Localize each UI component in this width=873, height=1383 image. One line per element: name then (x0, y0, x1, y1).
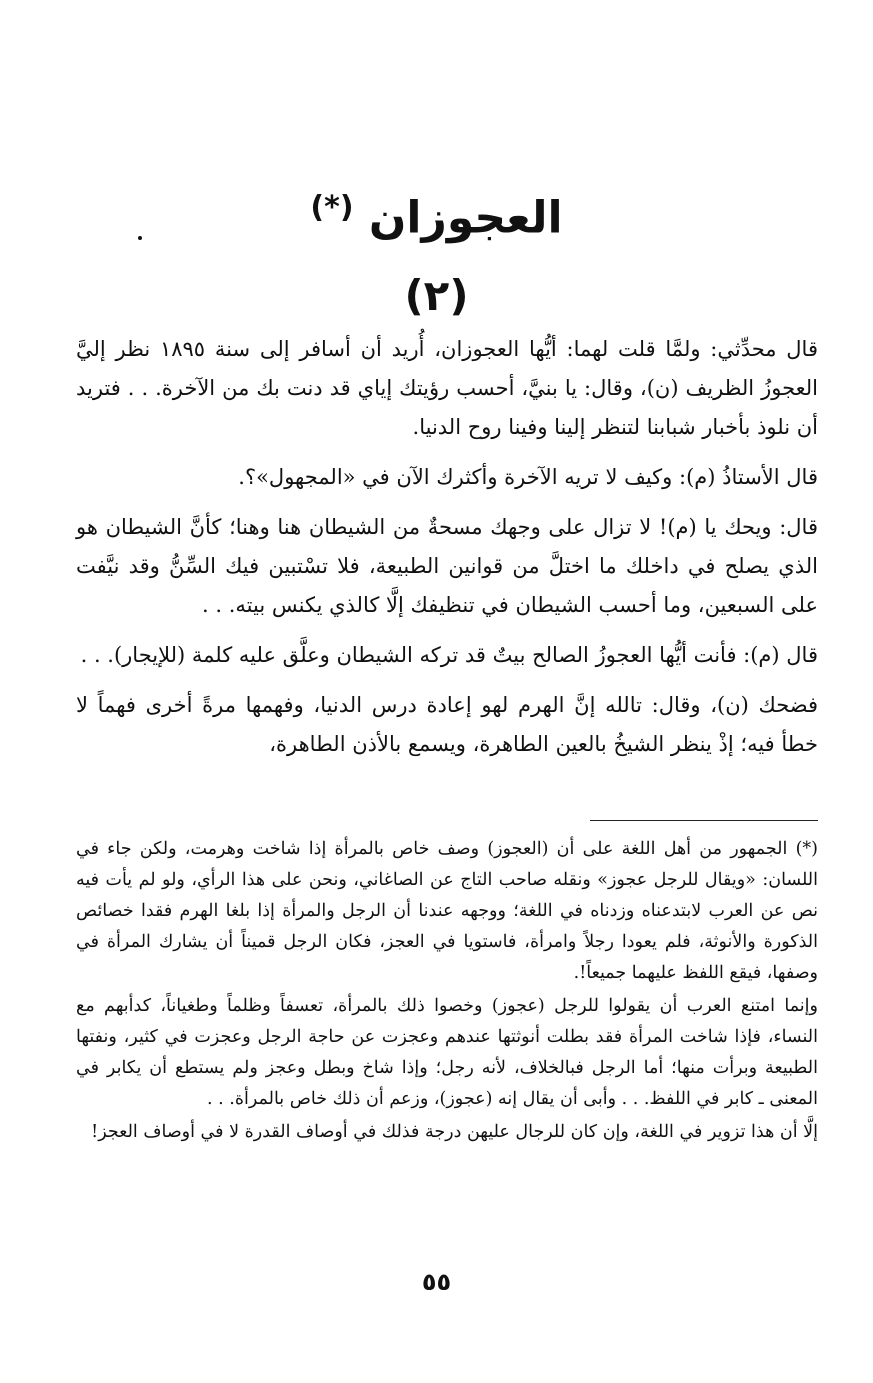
ink-dot (138, 236, 142, 240)
footnote-paragraph: إلَّا أن هذا تزوير في اللغة، وإن كان للرجال عليهن درجة فذلك في أوصاف القدرة لا في أوصاف العجز! (91, 1122, 818, 1142)
footnote-divider (590, 820, 818, 821)
footnote-paragraph: وإنما امتنع العرب أن يقولوا للرجل (عجوز) وخصوا ذلك بالمرأة، تعسفاً وظلماً وطغياناً، كدأبهم مع النساء، فإذا شاخت المرأة فقد بطلت أنوثتها عندهم وعجزت عن حاجة الرجل وعجزت في كثير، ونفتها الطبيعة وبرأت منها؛ أما الرجل فبالخلاف، لأنه رجل؛ وإذا شاخ وبطل وعجز ولم يستطع أن يكابر في المعنى ـ كابر في اللفظ. . . وأبى أن يقال إنه (عجوز)، وزعم أن ذلك خاص بالمرأة. . . (76, 996, 818, 1109)
main-text (76, 330, 818, 775)
paragraph: قال (م): فأنت أيُّها العجوزُ الصالح بيتٌ قد تركه الشيطان وعلَّق عليه كلمة (للإيجار). . . (80, 643, 818, 667)
paragraph: قال محدِّثي: ولمَّا قلت لهما: أيُّها العجوزان، أُريد أن أسافر إلى سنة ١٨٩٥ نظر إليَّ العجوزُ الظريف (ن)، وقال: يا بنيَّ، أحسب رؤيتك إياي قد دنت بك من الآخرة. . . فتريد أن نلوذ بأخبار شبابنا لتنظر إلينا وفينا روح الدنيا. (76, 337, 818, 439)
paragraph: قال: ويحك يا (م)! لا تزال على وجهك مسحةٌ من الشيطان هنا وهنا؛ كأنَّ الشيطان هو الذي يصلح في داخلك ما اختلَّ من قوانين الطبيعة، فلا تسْتبين فيك السِّنُّ وقد نيَّفت على السبعين، وما أحسب الشيطان في تنظيفك إلَّا كالذي يكنس بيته. . . (76, 515, 818, 617)
paragraph: فضحك (ن)، وقال: تالله إنَّ الهرم لهو إعادة درس الدنيا، وفهمها مرةً أخرى فهماً لا خطأ فيه؛ إذْ ينظر الشيخُ بالعين الطاهرة، ويسمع بالأذن الطاهرة، (76, 693, 818, 756)
footnote-marker: (*) (310, 190, 354, 225)
footnote-paragraph: (*) الجمهور من أهل اللغة على أن (العجوز) وصف خاص بالمرأة إذا شاخت وهرمت، ولكن جاء في اللسان: «ويقال للرجل عجوز» ونقله صاحب التاج عن الصاغاني، ونحن على هذا الرأي، ولو لم يأت فيه نص عن العرب لابتدعناه وزدناه في اللغة؛ ووجهه عندنا أن الرجل والمرأة إذا بلغا الهرم فقدا خصائص الذكورة والأنوثة، فلم يعودا رجلاً وامرأة، فاستويا في العجز، فكان الرجل قميناً أن يشارك المرأة في وصفها، فيقع اللفظ عليهما جميعاً!. (76, 839, 818, 983)
chapter-title (310, 178, 562, 249)
part-number: (٢) (404, 270, 469, 320)
page-number: ٥٥ (421, 1268, 452, 1296)
paragraph: قال الأستاذُ (م): وكيف لا تريه الآخرة وأكثرك الآن في «المجهول»؟. (238, 465, 818, 489)
footnotes (76, 834, 818, 1150)
chapter-heading (0, 178, 873, 327)
chapter-title-text: العجوزان (368, 192, 563, 244)
